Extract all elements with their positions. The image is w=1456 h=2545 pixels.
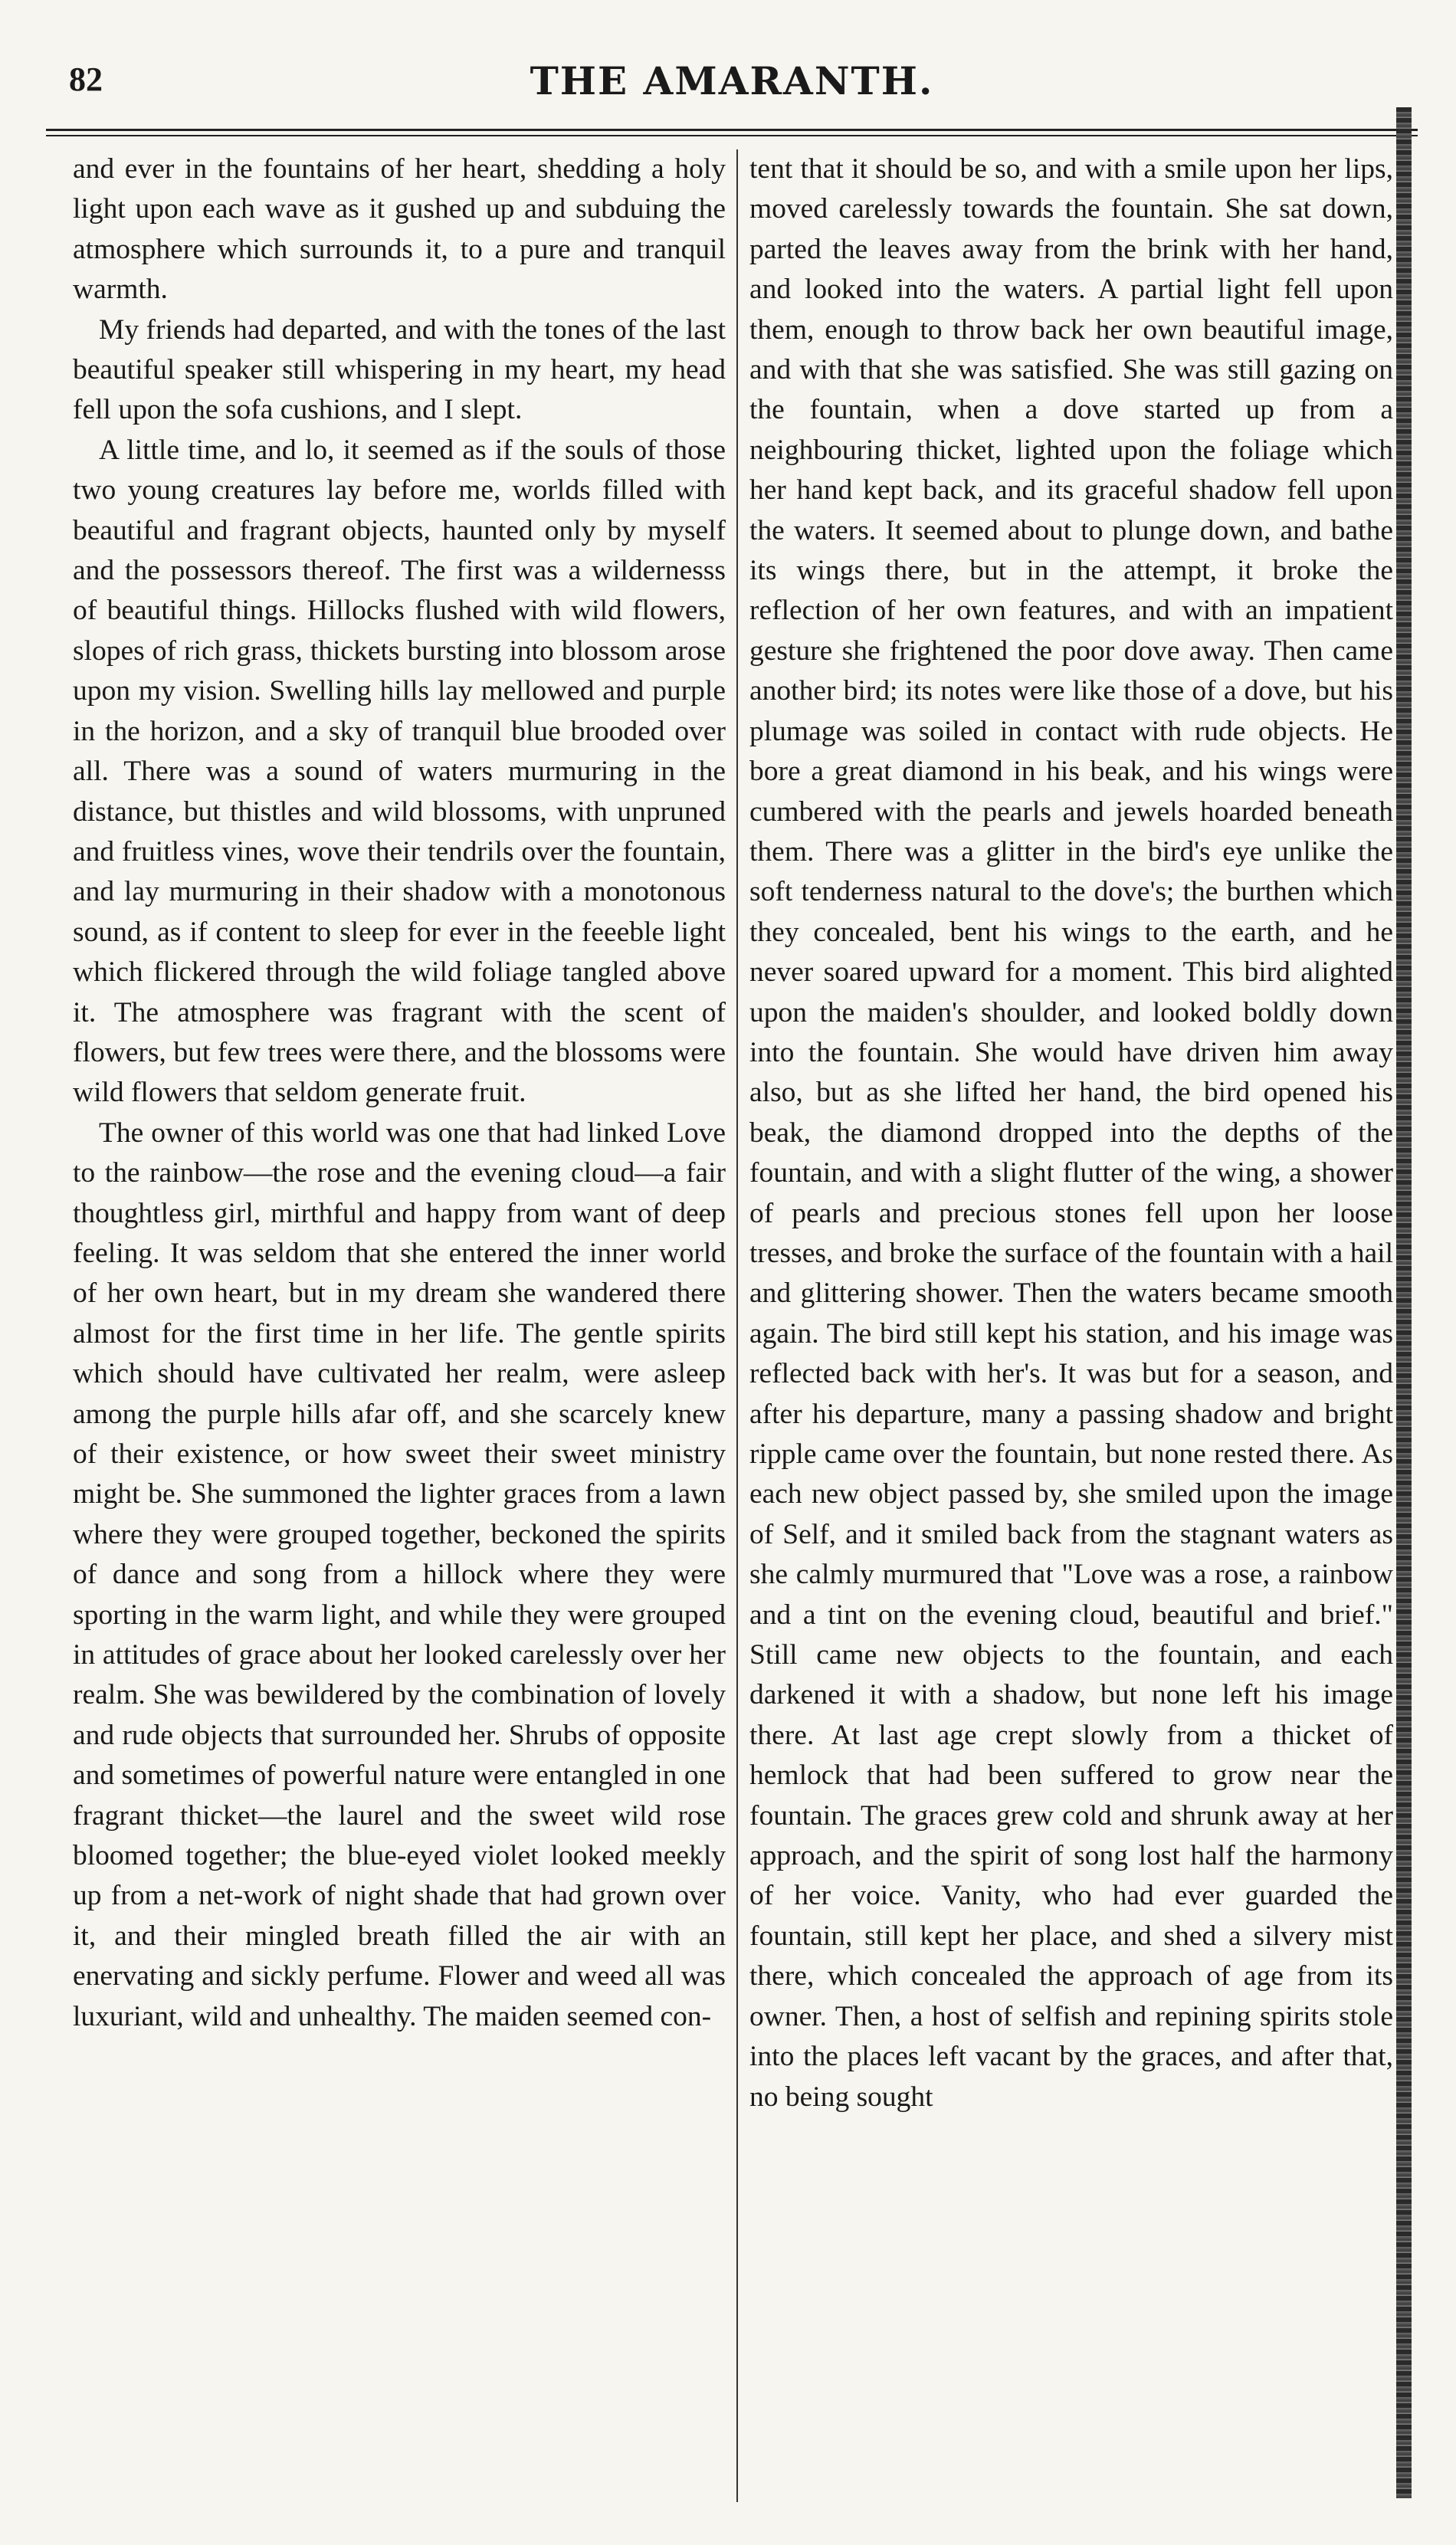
right-column <box>749 149 1393 2494</box>
column-divider <box>736 149 738 2502</box>
paragraph: The owner of this world was one that had linked Love to the rainbow—the rose and the evening cloud—a fair thoughtless girl, mirthful and happy from want of deep feeling. It was seldom that she entered the inner world of her own heart, but in my dream she wandered there almost for the first time in her life. The gentle spirits which should have cultivated her realm, were asleep among the purple hills afar off, and she scarcely knew of their existence, or how sweet their sweet ministry might be. She summoned the lighter graces from a lawn where they were grouped together, beckoned the spirits of dance and song from a hillock where they were sporting in the warm light, and while they were grouped in attitudes of grace about her looked carelessly over her realm. She was bewildered by the combination of lovely and rude objects that surrounded her. Shrubs of opposite and sometimes of powerful nature were entangled in one fragrant thicket—the laurel and the sweet wild rose bloomed together; the blue-eyed violet looked meekly up from a net-work of night shade that had grown over it, and their mingled breath filled the air with an enervating and sickly perfume. Flower and weed all was luxuriant, wild and unhealthy. The maiden seemed con- <box>73 1117 726 2032</box>
left-column <box>73 149 726 2494</box>
header-rule-thin <box>46 135 1418 136</box>
paragraph: tent that it should be so, and with a smile upon her lips, moved carelessly towards the fountain. She sat down, parted the leaves away from the brink with her hand, and looked into the waters. A partial light fell upon them, enough to throw back her own beautiful image, and with that she was satisfied. She was still gazing on the fountain, when a dove started up from a neighbouring thicket, lighted upon the foliage which her hand kept back, and its graceful shadow fell upon the waters. It seemed about to plunge down, and bathe its wings there, but in the attempt, it broke the reflection of her own features, and with an impatient gesture she frightened the poor dove away. Then came another bird; its notes were like those of a dove, but his plumage was soiled in contact with rude objects. He bore a great diamond in his beak, and his wings were cumbered with the pearls and jewels hoarded beneath them. There was a glitter in the bird's eye unlike the soft tenderness natural to the dove's; the burthen which they concealed, bent his wings to the earth, and he never soared upward for a moment. This bird alighted upon the maiden's shoulder, and looked boldly down into the fountain. She would have driven him away also, but as she lifted her hand, the bird opened his beak, the diamond dropped into the depths of the fountain, and with a slight flutter of the wing, a shower of pearls and precious stones fell upon her loose tresses, and broke the surface of the fountain with a hail and glittering shower. Then the waters became smooth again. The bird still kept his station, and his image was reflected back with her's. It was but for a season, and after his departure, many a passing shadow and bright ripple came over the fountain, but none rested there. As each new object passed by, she smiled upon the image of Self, and it smiled back from the stagnant waters as she calmly murmured that "Love was a rose, a rainbow and a tint on the evening cloud, beautiful and brief." Still came new objects to the fountain, and each darkened it with a shadow, but none left his image there. At last age crept slowly from a thicket of hemlock that had been suffered to grow near the fountain. The graces grew cold and shrunk away at her approach, and the spirit of song lost half the harmony of her voice. Vanity, who had ever guarded the fountain, still kept her place, and shed a silvery mist there, which concealed the approach of age from its owner. Then, a host of selfish and repining spirits stole into the places left vacant by the graces, and after that, no being sought <box>749 153 1393 2113</box>
paragraph: and ever in the fountains of her heart, shedding a holy light upon each wave as it gushed up and subduing the atmosphere which surrounds it, to a pure and tranquil warmth. <box>73 153 726 306</box>
running-head-title: THE AMARANTH. <box>530 58 934 103</box>
paragraph: A little time, and lo, it seemed as if the souls of those two young creatures lay before me, worlds filled with beautiful and fragrant objects, haunted only by myself and the possessors thereof. The first was a wildernesss of beautiful things. Hillocks flushed with wild flowers, slopes of rich grass, thickets bursting into blossom arose upon my vision. Swelling hills lay mellowed and purple in the horizon, and a sky of tranquil blue brooded over all. There was a sound of waters murmuring in the distance, but thistles and wild blossoms, with unpruned and fruitless vines, wove their tendrils over the fountain, and lay murmuring in their shadow with a monotonous sound, as if content to sleep for ever in the feeeble light which flickered through the wild foliage tangled above it. The atmosphere was fragrant with the scent of flowers, but few trees were there, and the blossoms were wild flowers that seldom generate fruit. <box>73 434 726 1109</box>
paragraph: My friends had departed, and with the tones of the last beautiful speaker still whispering in my heart, my head fell upon the sofa cushions, and I slept. <box>73 313 726 426</box>
binding-edge <box>1396 107 1412 2498</box>
page-number: 82 <box>69 61 103 98</box>
header-rule <box>46 129 1418 131</box>
page-header <box>46 54 1418 123</box>
